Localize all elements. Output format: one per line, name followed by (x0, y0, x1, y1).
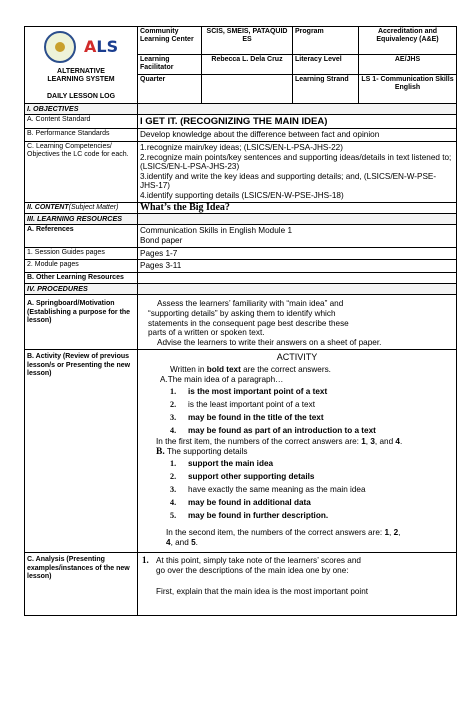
note-text: In the second item, the numbers of the correct answers are: (166, 528, 385, 538)
note-sep: , (389, 528, 394, 538)
question-b (142, 447, 452, 457)
answer-option (142, 483, 452, 496)
deped-seal-icon (44, 31, 76, 63)
note-sep: , (398, 528, 401, 538)
option-number: 5. (170, 511, 177, 521)
question-b-note-cont (142, 538, 452, 548)
als-logo-icon: ALS (84, 37, 119, 56)
module-label: 2. Module pages (25, 260, 138, 273)
content-standard-label: A. Content Standard (25, 115, 138, 129)
note-text: In the first item, the numbers of the correct answers are: (156, 437, 362, 447)
question-b-options (142, 457, 452, 522)
note-num: 1 (361, 437, 366, 447)
answer-option (142, 470, 452, 483)
lesson-log-page (24, 26, 456, 616)
note-num: 3 (370, 437, 375, 447)
intro-bold: bold text (206, 365, 241, 375)
quarter-value (202, 75, 293, 104)
option-text: may be found in additional data (188, 498, 311, 508)
literacy-label: Literacy Level (293, 55, 359, 75)
question-a-note (142, 437, 452, 447)
program-value: Accreditation and Equivalency (A&E) (359, 27, 457, 55)
session-value: Pages 1-7 (138, 247, 457, 260)
reference-item: Bond paper (140, 235, 183, 245)
springboard-line: Advise the learners to write their answers on a sheet of paper. (157, 337, 382, 347)
option-number: 4. (170, 498, 177, 508)
facilitator-label: Learning Facilitator (138, 55, 202, 75)
analysis-content (138, 553, 457, 616)
competencies-label: C. Learning Competencies/ Objectives the LC code for each. (25, 142, 138, 203)
analysis-line: go over the descriptions of the main idea one by one: (156, 565, 349, 575)
springboard-line: Assess the learners’ familiarity with “main idea” and (157, 299, 344, 309)
content-label (25, 202, 138, 213)
objectives-heading: I. OBJECTIVES (25, 104, 138, 115)
note-sep: , and (170, 538, 192, 548)
springboard-line: statements in the consequent page best describe these (148, 318, 349, 328)
content-label-sub: (Subject Matter) (68, 203, 119, 211)
header-logo-cell (25, 27, 138, 104)
resources-heading: III. LEARNING RESOURCES (25, 213, 138, 224)
option-text: may be found as part of an introduction to a text (188, 426, 376, 436)
answer-option (142, 398, 452, 411)
competency-item: 4.identify supporting details (LSICS/EN-W-PSE-JHS-18) (140, 190, 344, 200)
org-line-1: ALTERNATIVE (57, 68, 105, 75)
answer-option (142, 496, 452, 509)
literacy-value: AE/JHS (359, 55, 457, 75)
activity-title: ACTIVITY (276, 352, 318, 363)
analysis-item (142, 556, 452, 566)
question-b-text: The supporting details (166, 447, 248, 457)
note-num: 4 (395, 437, 400, 447)
competencies-list (138, 142, 457, 203)
module-value: Pages 3-11 (138, 260, 457, 273)
other-resources-label: B. Other Learning Resources (25, 272, 138, 283)
springboard-line: parts of a written or spoken text. (148, 328, 265, 338)
analysis-line: At this point, simply take note of the learners’ scores and (156, 556, 361, 566)
option-number: 1. (170, 387, 177, 397)
answer-option (142, 385, 452, 398)
option-text: may be found in the title of the text (188, 413, 324, 423)
lesson-log-table (24, 26, 457, 616)
note-end: . (399, 437, 403, 447)
procedures-heading: IV. PROCEDURES (25, 283, 138, 294)
activity-content (138, 350, 457, 553)
question-b-note (142, 528, 452, 538)
content-standard-value: I GET IT. (RECOGNIZING THE MAIN IDEA) (138, 115, 457, 129)
analysis-line: First, explain that the main idea is the most important point (156, 586, 369, 596)
reference-item: Communication Skills in English Module 1 (140, 226, 292, 236)
org-line-2: LEARNING SYSTEM (47, 76, 115, 83)
analysis-number: 1. (142, 555, 149, 566)
question-a-text: The main idea of a paragraph… (167, 375, 284, 385)
note-sep: , and (374, 437, 396, 447)
activity-label: B. Activity (Review of previous lesson/s or Presenting the new lesson) (25, 350, 138, 553)
community-value: SCIS, SMEIS, PATAQUID ES (202, 27, 293, 55)
content-label-main: II. CONTENT (27, 203, 69, 211)
references-value (138, 225, 457, 247)
note-end: . (195, 538, 198, 548)
option-number: 2. (170, 472, 177, 482)
logos (27, 30, 135, 64)
strand-label: Learning Strand (293, 75, 359, 104)
log-title: DAILY LESSON LOG (46, 93, 116, 100)
procedures-heading-blank (138, 283, 457, 294)
option-number: 4. (170, 426, 177, 436)
option-number: 2. (170, 400, 177, 410)
quarter-label: Quarter (138, 75, 202, 104)
facilitator-value: Rebecca L. Dela Cruz (202, 55, 293, 75)
springboard-label: A. Springboard/Motivation (Establishing a purpose for the lesson) (25, 295, 138, 350)
answer-option (142, 424, 452, 437)
option-text: is the most important point of a text (188, 387, 328, 397)
option-number: 3. (170, 413, 177, 423)
note-sep: , (365, 437, 371, 447)
other-resources-value (138, 272, 457, 283)
resources-heading-blank (138, 213, 457, 224)
option-text: may be found in further description. (188, 511, 329, 521)
question-b-label: B. (156, 447, 165, 458)
session-label: 1. Session Guides pages (25, 247, 138, 260)
question-a (142, 375, 452, 385)
intro-text-end: are the correct answers. (240, 365, 331, 375)
performance-value: Develop knowledge about the difference between fact and opinion (138, 129, 457, 142)
note-num: 2 (393, 528, 399, 538)
option-text: support other supporting details (188, 472, 315, 482)
answer-option (142, 509, 452, 522)
objectives-heading-blank (138, 104, 457, 115)
answer-option (142, 457, 452, 470)
answer-option (142, 411, 452, 424)
springboard-line: “supporting details” by asking them to identify which (148, 308, 336, 318)
springboard-text (138, 295, 457, 350)
activity-intro (142, 365, 452, 375)
option-text: is the least important point of a text (188, 400, 315, 410)
competency-item: 2.recognize main points/key sentences and supporting ideas/details in text listened to; (LSICS/EN-L-PSA-JHS-23) (140, 152, 452, 172)
analysis-label: C. Analysis (Presenting examples/instances of the new lesson) (25, 553, 138, 616)
note-num: 1 (384, 528, 390, 538)
competency-item: 3.identify and write the key ideas and supporting details; and, (LSICS/EN-W-PSE-JHS-17) (140, 171, 437, 191)
performance-label: B. Performance Standards (25, 129, 138, 142)
strand-value: LS 1- Communication Skills English (359, 75, 457, 104)
option-number: 1. (170, 459, 177, 469)
question-a-options (142, 385, 452, 437)
option-number: 3. (170, 485, 177, 495)
community-label: Community Learning Center (138, 27, 202, 55)
content-value: What’s the Big Idea? (138, 202, 457, 213)
references-label: A. References (25, 225, 138, 247)
program-label: Program (293, 27, 359, 55)
question-a-label: A. (160, 375, 168, 385)
intro-text: Written in (170, 365, 207, 375)
option-text: support the main idea (188, 459, 274, 469)
note-num: 4 (166, 538, 171, 548)
option-text: have exactly the same meaning as the main idea (188, 485, 366, 495)
note-num: 5 (191, 538, 196, 548)
competency-item: 1.recognize main/key ideas; (LSICS/EN-L-PSA-JHS-22) (140, 143, 343, 152)
